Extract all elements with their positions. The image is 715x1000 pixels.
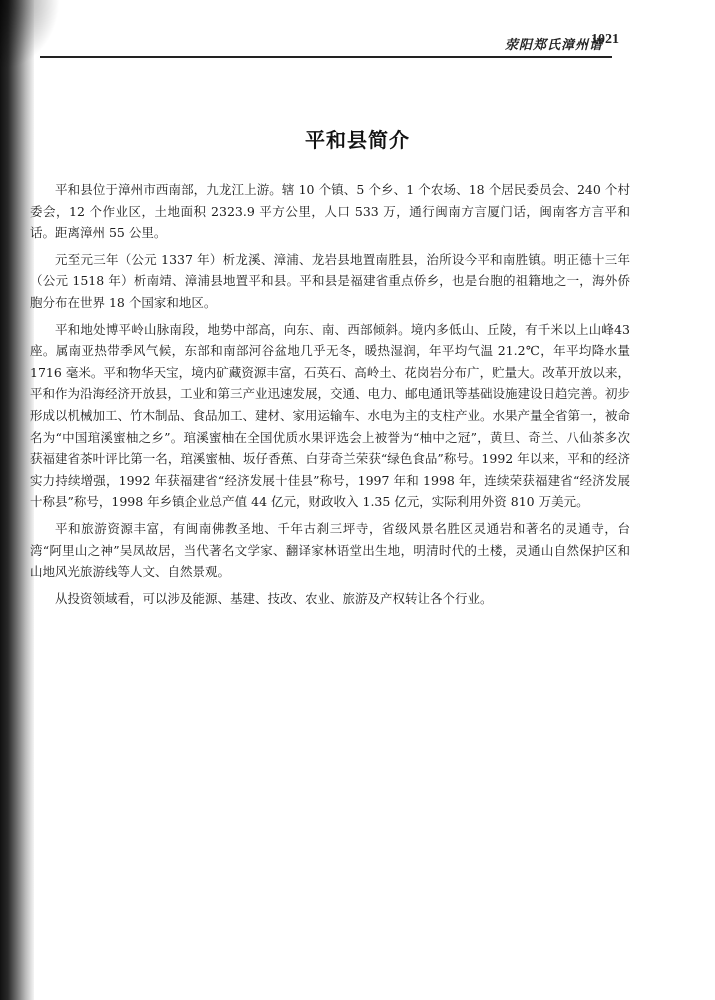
body-text [30, 179, 630, 614]
paragraph-investment: 从投资领域看，可以涉及能源、基建、技改、农业、旅游及产权转让各个行业。 [55, 590, 493, 606]
paragraph-tourism: 平和旅游资源丰富，有闽南佛教圣地、千年古刹三坪寺，省级风景名胜区灵通岩和著名的灵通寺，台湾“阿里山之神”吴凤故居，当代著名文学家、翻译家林语堂出生地，明清时代的土楼，灵通山自然保护区和山地风光旅游线等人文、自然景观。 [30, 520, 630, 580]
running-title: 荥阳郑氏漳州谱 [504, 38, 603, 53]
paragraph-location: 平和县位于漳州市西南部，九龙江上游。辖 10 个镇、5 个乡、1 个农场、18 个居民委员会、240 个村委会，12 个作业区，土地面积 2323.9 平方公里，人口 533 万，通行闽南方言厦门话，闽南客方言平和话。距离漳州 55 公里。 [30, 182, 630, 241]
header-rule [40, 56, 612, 58]
paragraph-history: 元至元三年（公元 1337 年）析龙溪、漳浦、龙岩县地置南胜县，治所设今平和南胜镇。明正德十三年（公元 1518 年）析南靖、漳浦县地置平和县。平和县是福建省重点侨乡，也是台胞的祖籍地之一，海外侨胞分布在世界 18 个国家和地区。 [30, 251, 630, 310]
page-number: 1021 [591, 32, 619, 47]
page-title: 平和县简介 [305, 128, 410, 152]
scan-corner-shadow [0, 0, 60, 70]
paragraph-geography-economy: 平和地处博平岭山脉南段，地势中部高，向东、南、西部倾斜。境内多低山、丘陵，有千米以上山峰43座。属南亚热带季风气候，东部和南部河谷盆地几乎无冬，暖热湿润，年平均气温 21.2℃，年平均降水量 1716 毫米。平和物华天宝，境内矿藏资源丰富，石英石、高岭土、花岗岩分布广，贮量大。改革开放以来，平和作为沿海经济开放县，工业和第三产业迅速发展，交通、电力、邮电通讯等基础设施建设日趋完善。初步形成以机械加工、竹木制品、食品加工、建材、家用运输车、水电为主的支柱产业。水果产量全省第一，被命名为“中国琯溪蜜柚之乡”。琯溪蜜柚在全国优质水果评选会上被誉为“柚中之冠”，黄旦、奇兰、八仙茶多次获福建省茶叶评比第一名，琯溪蜜柚、坂仔香蕉、白芽奇兰荣获“绿色食品”称号。1992 年以来，平和的经济实力持续增强，1992 年获福建省“经济发展十佳县”称号，1997 年和 1998 年，连续荣获福建省“经济发展十称县”称号，1998 年乡镇企业总产值 44 亿元，财政收入 1.35 亿元，实际利用外资 810 万美元。 [30, 321, 631, 510]
